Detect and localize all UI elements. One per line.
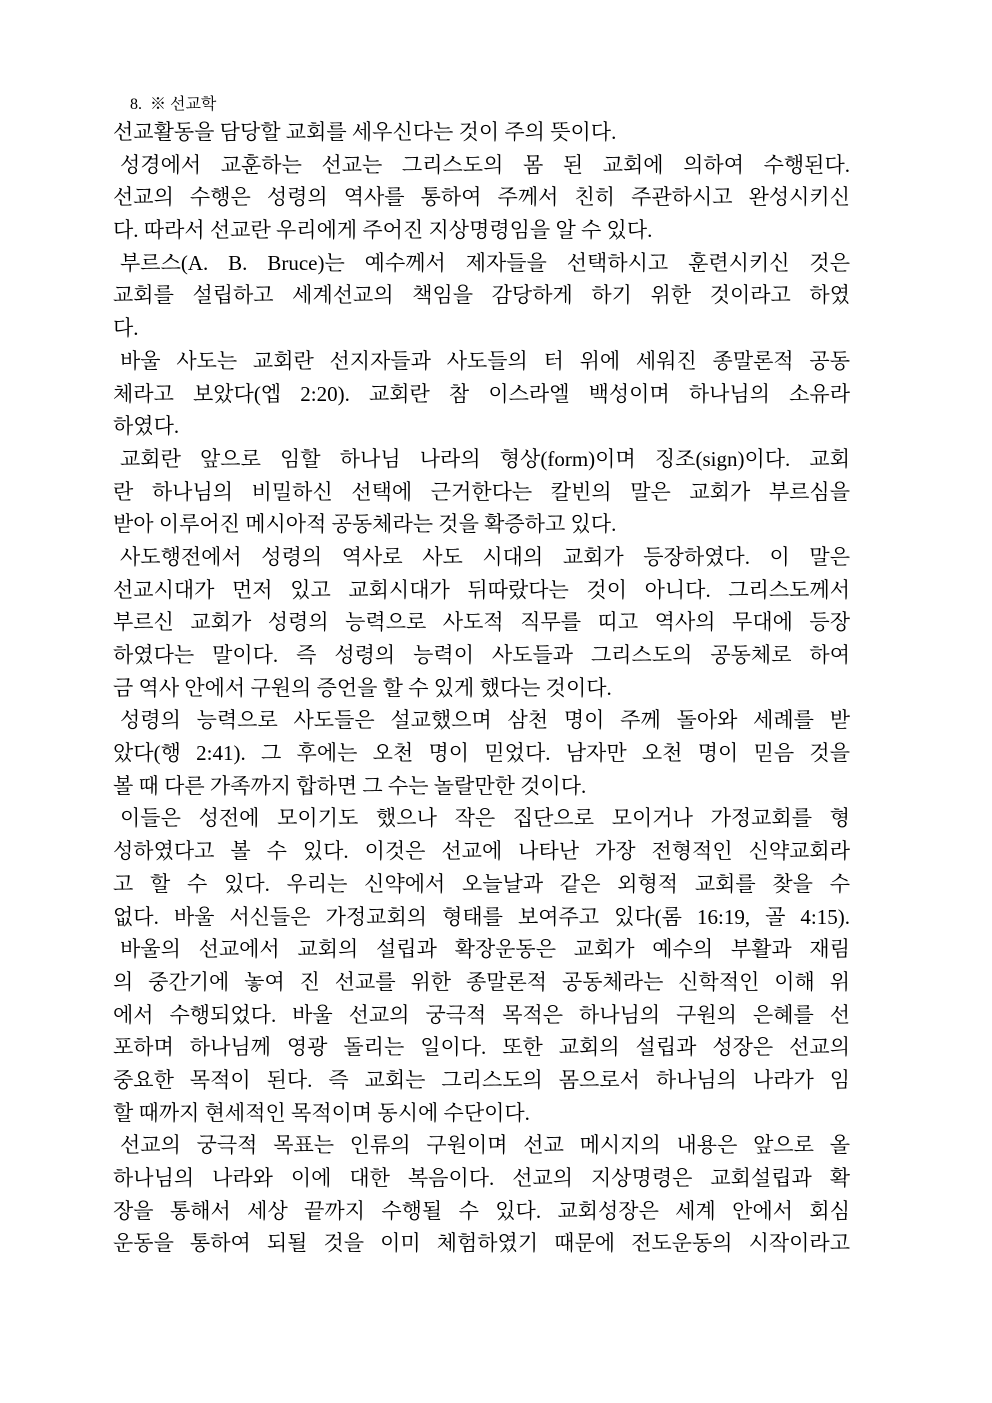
text-line: 다. 따라서 선교란 우리에게 주어진 지상명령임을 알 수 있다. [113, 218, 653, 243]
text-line: 란 하나님의 비밀하신 선택에 근거한다는 칼빈의 말은 교회가 부르심을 [113, 479, 850, 504]
text-line: 받아 이루어진 메시아적 공동체라는 것을 확증하고 있다. [113, 512, 617, 537]
text-line: 사도행전에서 성령의 역사로 사도 시대의 교회가 등장하였다. 이 말은 [120, 544, 850, 569]
text-line: 체라고 보았다(엡 2:20). 교회란 참 이스라엘 백성이며 하나님의 소유라 [113, 381, 850, 406]
text-line: 선교시대가 먼저 있고 교회시대가 뒤따랐다는 것이 아니다. 그리스도께서 [113, 577, 850, 602]
text-line: 이들은 성전에 모이기도 했으나 작은 집단으로 모이거나 가정교회를 형 [120, 806, 850, 831]
page-header: 8. ※ 선교학 [130, 96, 217, 113]
text-line: 볼 때 다른 가족까지 합하면 그 수는 놀랄만한 것이다. [113, 773, 587, 798]
text-line: 선교의 궁극적 목표는 인류의 구원이며 선교 메시지의 내용은 앞으로 올 [120, 1133, 850, 1158]
text-line: 선교활동을 담당할 교회를 세우신다는 것이 주의 뜻이다. [113, 120, 617, 144]
text-line: 선교의 수행은 성령의 역사를 통하여 주께서 친히 주관하시고 완성시키신 [113, 185, 850, 210]
text-line: 하였다는 말이다. 즉 성령의 능력이 사도들과 그리스도의 공동체로 하여 [113, 643, 850, 667]
text-line: 금 역사 안에서 구원의 증언을 할 수 있게 했다는 것이다. [113, 675, 612, 700]
text-line: 에서 수행되었다. 바울 선교의 궁극적 목적은 하나님의 구원의 은혜를 선 [113, 1002, 850, 1027]
text-lines [113, 116, 850, 1260]
text-line: 부르신 교회가 성령의 능력으로 사도적 직무를 띠고 역사의 무대에 등장 [113, 610, 850, 635]
text-line: 바울의 선교에서 교회의 설립과 확장운동은 교회가 예수의 부활과 재림 [120, 937, 850, 962]
text-line: 의 중간기에 놓여 진 선교를 위한 종말론적 공동체라는 신학적인 이해 위 [113, 969, 850, 994]
text-line: 았다(행 2:41). 그 후에는 오천 명이 믿었다. 남자만 오천 명이 믿음 것을 [113, 741, 850, 766]
text-line: 고 할 수 있다. 우리는 신약에서 오늘날과 같은 외형적 교회를 찾을 수 [113, 871, 850, 896]
text-line: 교회란 앞으로 임할 하나님 나라의 형상(form)이며 징조(sign)이다. 교회 [120, 446, 850, 471]
text-line: 없다. 바울 서신들은 가정교회의 형태를 보여주고 있다(롬 16:19, 골 4:15). [113, 904, 850, 929]
text-line: 성경에서 교훈하는 선교는 그리스도의 몸 된 교회에 의하여 수행된다. [120, 152, 850, 177]
text-line: 하였다. [113, 414, 180, 439]
text-line: 다. [113, 316, 139, 341]
text-line: 바울 사도는 교회란 선지자들과 사도들의 터 위에 세워진 종말론적 공동 [120, 348, 850, 373]
text-line: 운동을 통하여 되될 것을 이미 체험하였기 때문에 전도운동의 시작이라고 [113, 1231, 850, 1256]
text-line: 성하였다고 볼 수 있다. 이것은 선교에 나타난 가장 전형적인 신약교회라 [113, 839, 850, 864]
text-line: 교회를 설립하고 세계선교의 책임을 감당하게 하기 위한 것이라고 하였 [113, 283, 850, 308]
text-line: 부르스(A. B. Bruce)는 예수께서 제자들을 선택하시고 훈련시키신 것은 [120, 250, 850, 275]
text-line: 성령의 능력으로 사도들은 설교했으며 삼천 명이 주께 돌아와 세례를 받 [120, 708, 850, 733]
text-line: 하나님의 나라와 이에 대한 복음이다. 선교의 지상명령은 교회설립과 확 [113, 1166, 850, 1190]
text-line: 포하며 하나님께 영광 돌리는 일이다. 또한 교회의 설립과 성장은 선교의 [113, 1035, 850, 1060]
text-line: 장을 통해서 세상 끝까지 수행될 수 있다. 교회성장은 세계 안에서 회심 [113, 1198, 850, 1223]
text-line: 할 때까지 현세적인 목적이며 동시에 수단이다. [113, 1100, 530, 1125]
text-line: 중요한 목적이 된다. 즉 교회는 그리스도의 몸으로서 하나님의 나라가 임 [113, 1067, 850, 1092]
